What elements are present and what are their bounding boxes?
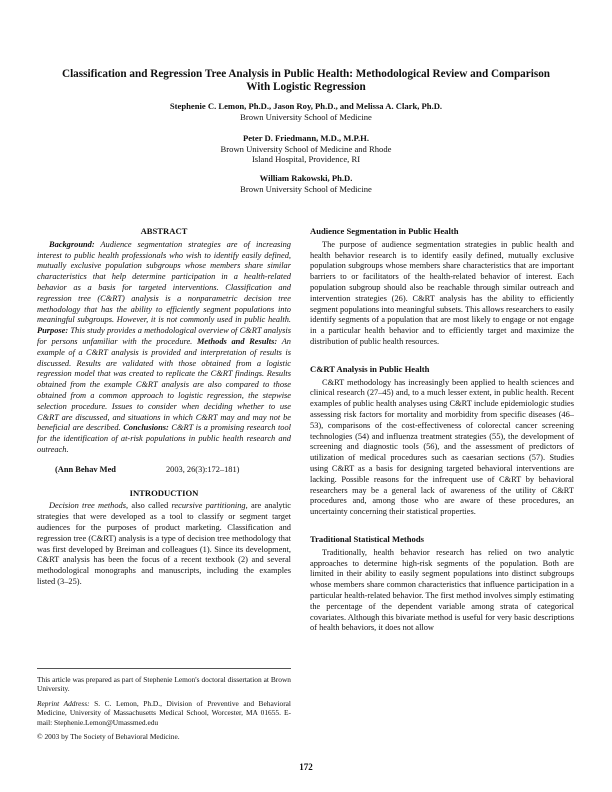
- author-affiliation: Brown University School of Medicine: [240, 111, 372, 122]
- page-number: 172: [299, 762, 313, 772]
- abstract-text: [37, 240, 291, 456]
- journal-name: (Ann Behav Med: [55, 464, 116, 474]
- reprint-address-text: S. C. Lemon, Ph.D., Division of Preventive and Behavioral Medicine, University of Massachusetts Medical School, Worcester, MA 01655. E-mail: Stephenie.Lemon@Umassmed.edu: [37, 698, 291, 727]
- section-text-crt-public-health: C&RT methodology has increasingly been applied to health sciences and clinical research (27–45) and, to a much lesser extent, in public health. Recent examples of public health analyses using C&RT include epidemiologic studies assessing risk factors for mortality and morbidity from specific diseases (46–53), comparisons of the cost-effectiveness of colorectal cancer screening technologies (54) and influenza treatment strategies (55), the development of screening and diagnostic tools (56), and the assessment of predictors of utilization of medical procedures such as caesarian sections (57). Studies using C&RT as a basis for designing targeted behavioral interventions are lacking. Possible reasons for the infrequent use of C&RT by behavioral researchers may be a general lack of awareness of the utility of C&RT procedures and, among those who are aware of these procedures, an uncertainty concerning their statistical properties.: [310, 377, 574, 517]
- intro-italic-recursive: recursive partitioning: [171, 501, 246, 511]
- abstract-conclusions-text: C&RT is a promising research tool for the identification of at-risk populations in public health research and outreach.: [37, 423, 291, 454]
- footnote-copyright: © 2003 by The Society of Behavioral Medicine.: [37, 732, 180, 742]
- author-affiliation: Brown University School of Medicine and Rhode Island Hospital, Providence, RI: [220, 143, 392, 164]
- author-affiliation: Brown University School of Medicine: [240, 183, 372, 194]
- abstract-purpose-text: This study provides a methodological overview of C&RT analysis for persons unfamiliar with the procedure.: [37, 326, 291, 346]
- author-names: William Rakowski, Ph.D.: [259, 173, 353, 183]
- reprint-address-label: Reprint Address:: [37, 698, 90, 708]
- author-group-2: [50, 133, 562, 165]
- introduction-heading: INTRODUCTION: [129, 487, 199, 498]
- intro-italic-decision-tree: Decision tree methods: [49, 501, 126, 511]
- footnote-dissertation: This article was prepared as part of Stephenie Lemon's doctoral dissertation at Brown University.: [37, 675, 291, 694]
- abstract-label-purpose: Purpose:: [37, 326, 69, 336]
- author-group-3: [50, 173, 562, 194]
- section-heading-traditional-methods: Traditional Statistical Methods: [310, 533, 424, 544]
- author-names: Stephenie C. Lemon, Ph.D., Jason Roy, Ph.D., and Melissa A. Clark, Ph.D.: [169, 101, 443, 111]
- footnote-reprint-address: [37, 699, 291, 727]
- journal-reference: 2003, 26(3):172–181): [165, 464, 240, 474]
- left-column: [37, 226, 291, 588]
- abstract-methods-text: An example of a C&RT analysis is provided and interpretation of results is discussed. Results are validated with those obtained from a logistic regression model that was created to replicate the C&RT findings. Results obtained from the example C&RT analysis are also compared to those obtained from a common approach to logistic regression, the stepwise selection procedure. Issues to consider when deciding whether to use C&RT are discussed, and situations in which C&RT may and may not be beneficial are described.: [37, 336, 291, 433]
- abstract-label-methods: Methods and Results:: [196, 336, 278, 346]
- intro-mid-text: , also called: [125, 501, 172, 511]
- right-column: [310, 226, 574, 634]
- section-text-traditional-methods: Traditionally, health behavior research has relied on two analytic approaches to determine high-risk segments of the population. Both are limited in their ability to easily segment populations into distinct subgroups whose members share common characteristics that influence participation in a particular health-related behavior. The first method involves simply estimating the percentage of the dependent variable among strata of categorical covariates. Although this bivariate method is useful for very basic descriptions of health behaviors, it does not allow: [310, 547, 574, 633]
- section-heading-audience-segmentation: Audience Segmentation in Public Health: [310, 226, 459, 236]
- intro-body-text: , are analytic strategies that were developed as a tool to classify or segment target audiences for the purposes of product marketing. Classification and regression tree (C&RT) analysis is a type of decision tree methodology that was first developed by Breiman and colleagues (1). Since its development, C&RT analysis has been the focus of a recent textbook (2) and several methodological monographs and manuscripts, including the examples listed (3–25).: [37, 501, 292, 586]
- section-text-audience-segmentation: The purpose of audience segmentation strategies in public health and health behavior research is to identify easily defined, mutually exclusive population subgroups whose members share characteristics that are important barriers to or facilitators of the health-related behavior of interest. Each population subgroup should also be reachable through similar outreach and intervention strategies (26). C&RT analysis has the ability to efficiently segment populations into meaningful subsets. This allows researchers to easily identify segments of a population that are most likely to engage or not engage in a particular health behavior and to efficiently target and maximize the distribution of public health resources.: [310, 239, 574, 346]
- footnotes: [37, 668, 291, 746]
- journal-citation: [37, 465, 291, 476]
- section-heading-crt-public-health: C&RT Analysis in Public Health: [310, 363, 430, 374]
- abstract-background-text: Audience segmentation strategies are of increasing interest to public health professionals who wish to identify easily defined, mutually exclusive population subgroups whose members share similar characteristics that help determine participation in a health-related behavior as a basis for targeted interventions. Classification and regression tree (C&RT) analysis is a nonparametric decision tree methodology that has the ability to efficiently segment populations into meaningful subgroups. However, it is not commonly used in public health.: [37, 239, 291, 325]
- abstract-label-background: Background:: [49, 239, 95, 249]
- paper-title: Classification and Regression Tree Analysis in Public Health: Methodological Review and Comparison With Logistic Regression: [61, 68, 551, 93]
- abstract-label-conclusions: Conclusions:: [123, 423, 169, 433]
- author-group-1: [50, 101, 562, 122]
- author-names: Peter D. Friedmann, M.D., M.P.H.: [242, 133, 370, 143]
- introduction-text: [37, 501, 291, 587]
- abstract-heading: ABSTRACT: [140, 226, 188, 236]
